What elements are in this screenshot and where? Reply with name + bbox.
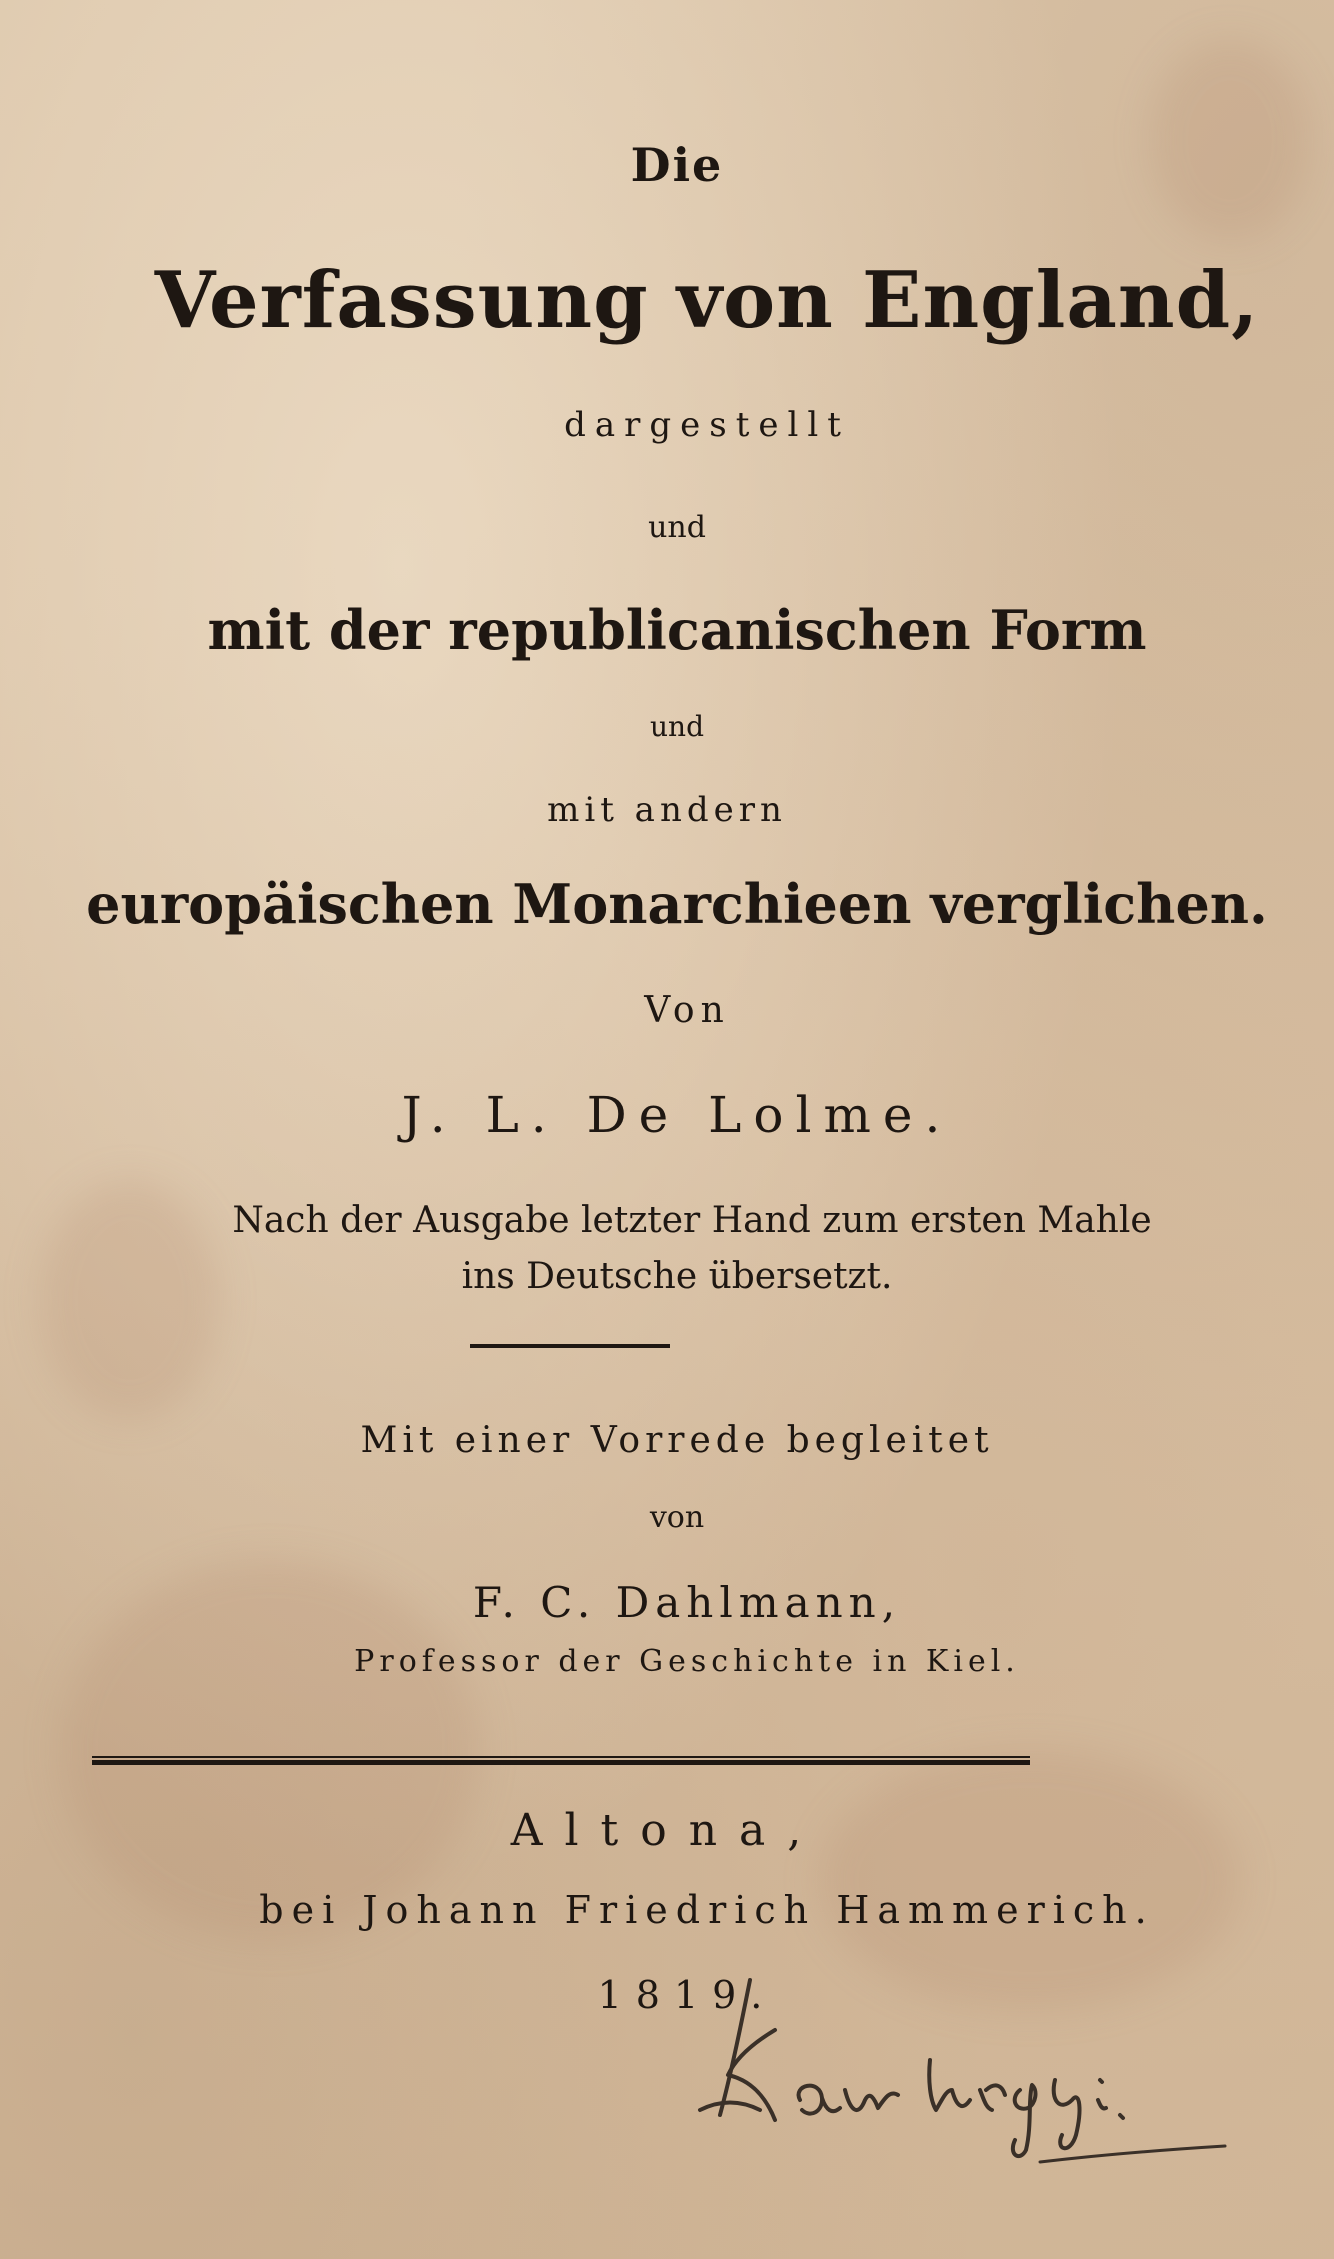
imprint-place: Altona, bbox=[510, 1805, 824, 1856]
conjunction-und: und bbox=[648, 510, 706, 545]
subtitle-mit-andern: mit andern bbox=[547, 790, 787, 830]
preface-note: Mit einer Vorrede begleitet bbox=[360, 1420, 994, 1461]
conjunction-und: und bbox=[650, 710, 704, 743]
preface-von: von bbox=[649, 1500, 705, 1535]
subtitle-republican: mit der republicanischen Form bbox=[207, 598, 1147, 662]
imprint-publisher: bei Johann Friedrich Hammerich. bbox=[259, 1888, 1155, 1932]
title-prefix: Die bbox=[630, 138, 724, 192]
double-rule-divider bbox=[92, 1756, 1030, 1765]
translation-note-line-1: Nach der Ausgabe letzter Hand zum ersten Mahle bbox=[232, 1200, 1152, 1241]
byline-von: Von bbox=[644, 990, 730, 1031]
short-rule-divider bbox=[470, 1344, 670, 1348]
author-name: J. L. De Lolme. bbox=[401, 1086, 953, 1144]
main-title: Verfassung von England, bbox=[154, 255, 1260, 346]
imprint-year: 1819. bbox=[597, 1973, 777, 2017]
preface-author-title: Professor der Geschichte in Kiel. bbox=[354, 1644, 1020, 1679]
translation-note-line-2: ins Deutsche übersetzt. bbox=[461, 1256, 893, 1297]
subtitle-dargestellt: dargestellt bbox=[564, 405, 850, 445]
handwritten-signature bbox=[680, 1950, 1240, 2170]
preface-author: F. C. Dahlmann, bbox=[472, 1578, 902, 1627]
subtitle-european: europäischen Monarchieen verglichen. bbox=[86, 872, 1268, 936]
